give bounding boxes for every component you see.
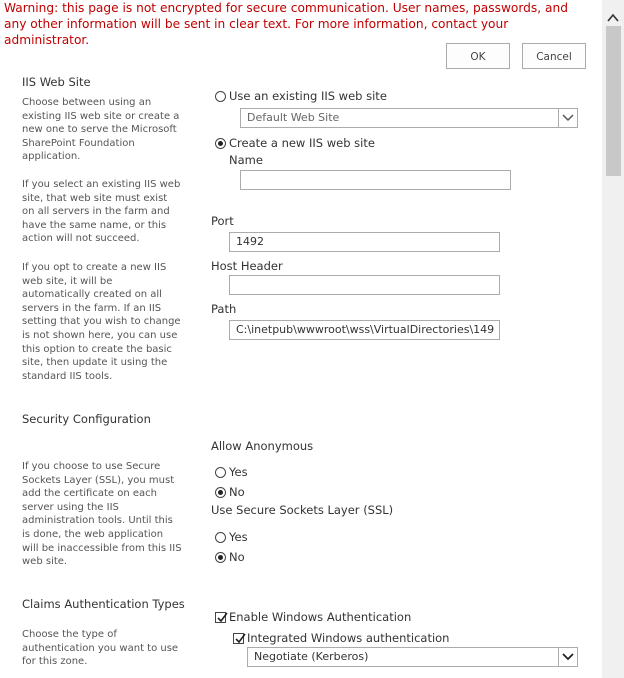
port-input[interactable]: 1492: [229, 232, 500, 252]
existing-site-value: Default Web Site: [247, 111, 340, 124]
ssl-yes-radio[interactable]: [215, 532, 226, 543]
use-existing-site-radio[interactable]: [215, 91, 226, 102]
checkmark-icon: [216, 612, 228, 624]
anonymous-no-radio[interactable]: [215, 487, 226, 498]
claims-section-title: Claims Authentication Types: [22, 597, 185, 611]
security-description: If you choose to use Secure Sockets Layer (SSL), you must add the certificate on each server using the IIS administration tools. Until this is done, the web application will be inaccessible from this IIS web site.: [22, 461, 182, 568]
ssl-no-label[interactable]: No: [229, 550, 245, 564]
site-name-label: Name: [229, 153, 263, 167]
host-header-input[interactable]: [229, 275, 500, 295]
port-label: Port: [211, 214, 234, 228]
anonymous-yes-label[interactable]: Yes: [229, 465, 248, 479]
chevron-up-icon[interactable]: [606, 9, 620, 21]
path-label: Path: [211, 302, 237, 316]
anonymous-no-label[interactable]: No: [229, 485, 245, 499]
host-header-label: Host Header: [211, 259, 283, 273]
existing-site-select[interactable]: [240, 108, 578, 128]
cancel-button[interactable]: Cancel: [522, 43, 586, 69]
auth-method-select[interactable]: [247, 647, 578, 667]
checkmark-icon: [234, 633, 246, 645]
create-new-site-radio[interactable]: [215, 138, 226, 149]
claims-description: Choose the type of authentication you want to use for this zone.: [22, 629, 179, 668]
iis-section-title: IIS Web Site: [22, 75, 91, 89]
site-name-input[interactable]: [240, 170, 511, 190]
ssl-no-radio[interactable]: [215, 552, 226, 563]
create-new-site-label[interactable]: Create a new IIS web site: [229, 136, 375, 150]
allow-anonymous-label: Allow Anonymous: [211, 439, 314, 453]
iis-description-1: Choose between using an existing IIS web site or create a new one to serve the Microsoft SharePoint Foundation application.: [22, 97, 180, 163]
ssl-yes-label[interactable]: Yes: [229, 530, 248, 544]
iis-description-3: If you opt to create a new IIS web site, it will be automatically created on all servers in the farm. If an IIS setting that you wish to change is not shown here, you can use this option to create the basic site, then update it using the standard IIS tools.: [22, 262, 181, 382]
chevron-down-icon[interactable]: [558, 109, 577, 127]
anonymous-yes-radio[interactable]: [215, 467, 226, 478]
enable-windows-auth-checkbox[interactable]: [215, 612, 226, 623]
enable-windows-auth-label[interactable]: Enable Windows Authentication: [229, 610, 412, 624]
scrollbar-thumb[interactable]: [606, 26, 621, 176]
ok-button[interactable]: OK: [446, 43, 510, 69]
chevron-down-icon[interactable]: [558, 648, 577, 666]
iis-description-2: If you select an existing IIS web site, that web site must exist on all servers in the farm and have the same name, or this action will not succeed.: [22, 179, 181, 245]
security-section-title: Security Configuration: [22, 412, 151, 426]
integrated-windows-auth-label[interactable]: Integrated Windows authentication: [247, 631, 450, 645]
path-input[interactable]: C:\inetpub\wwwroot\wss\VirtualDirectories\149: [229, 320, 500, 340]
ssl-label: Use Secure Sockets Layer (SSL): [211, 503, 394, 517]
auth-method-value: Negotiate (Kerberos): [254, 650, 369, 663]
use-existing-site-label[interactable]: Use an existing IIS web site: [229, 89, 387, 103]
integrated-windows-auth-checkbox[interactable]: [233, 633, 244, 644]
encryption-warning: Warning: this page is not encrypted for secure communication. User names, passwords, and any other information will be sent in clear text. For more information, contact your administrator.: [4, 1, 568, 47]
